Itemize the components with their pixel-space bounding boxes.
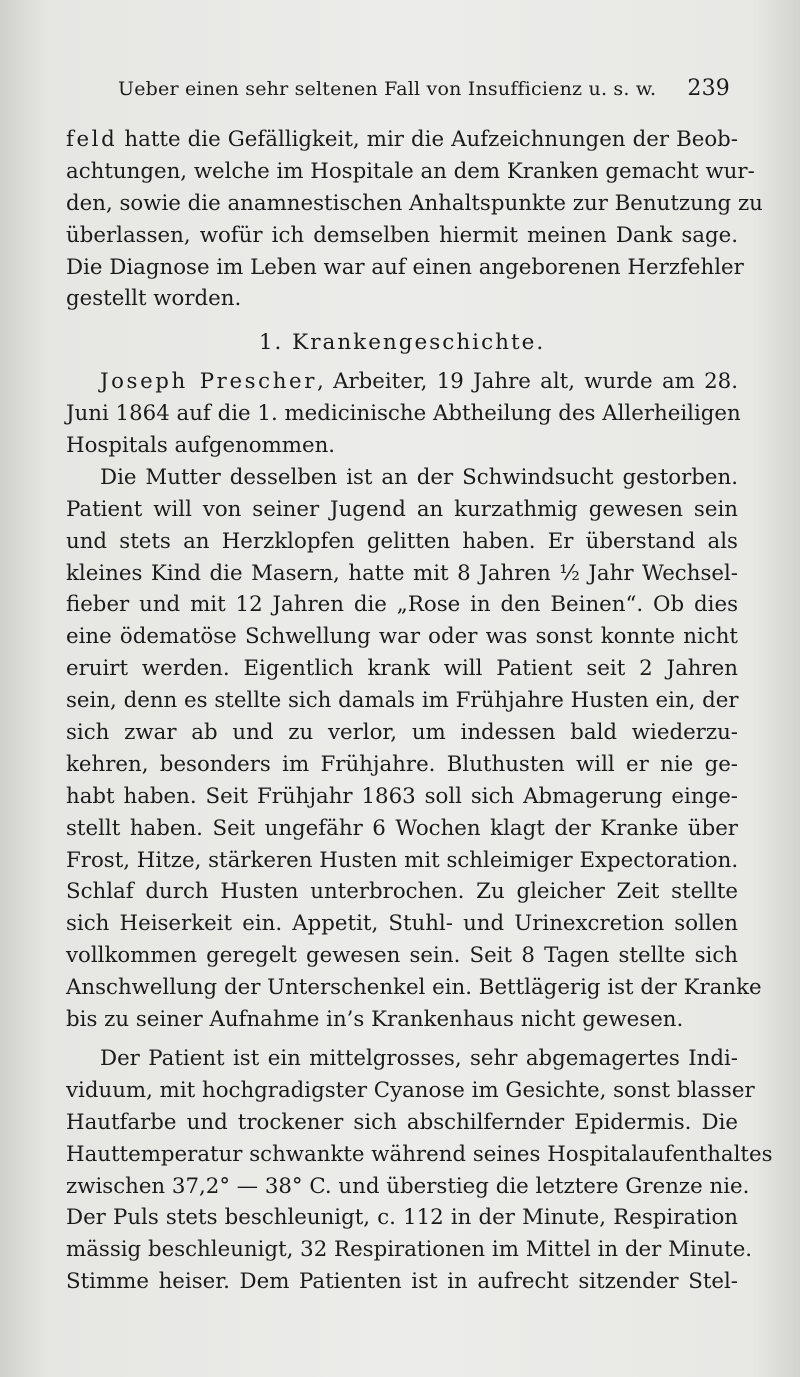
text-line: Frost, Hitze, stärkeren Husten mit schleimiger Expectoration. xyxy=(66,847,739,873)
text-line: gestellt worden. xyxy=(66,286,242,312)
text-line: Stimme heiser. Dem Patienten ist in aufrecht sitzender Stel- xyxy=(66,1269,738,1295)
text-line: sein, denn es stellte sich damals im Frühjahre Husten ein, der xyxy=(66,688,739,714)
body-text xyxy=(66,124,773,1298)
text-line: achtungen, welche im Hospitale an dem Kranken gemacht wur- xyxy=(66,158,755,184)
paragraph-anamnesis xyxy=(66,462,762,1036)
paragraph-continuation xyxy=(66,124,763,315)
text-line: mässig beschleunigt, 32 Respirationen im Mittel in der Minute. xyxy=(66,1237,753,1263)
text-line: Hauttemperatur schwankte während seines Hospitalaufenthaltes xyxy=(66,1141,773,1167)
text-line: Hospitals aufgenommen. xyxy=(66,433,336,459)
text-line: Die Mutter desselben ist an der Schwindsucht gestorben. xyxy=(100,464,738,490)
text-line: Der Puls stets beschleunigt, c. 112 in der Minute, Respiration xyxy=(66,1205,738,1231)
text-line: zwischen 37,2° — 38° C. und überstieg die letztere Grenze nie. xyxy=(66,1173,750,1199)
text-line: kehren, besonders im Frühjahre. Bluthusten will er nie ge- xyxy=(66,751,738,777)
text-line: fieber und mit 12 Jahren die „Rose in den Beinen“. Ob dies xyxy=(66,592,738,618)
text-line: Schlaf durch Husten unterbrochen. Zu gleicher Zeit stellte xyxy=(66,879,738,905)
text-line: kleines Kind die Masern, hatte mit 8 Jahren ½ Jahr Wechsel- xyxy=(66,560,738,586)
text-line: Juni 1864 auf die 1. medicinische Abtheilung des Allerheiligen xyxy=(66,401,741,427)
text-line: Hautfarbe und trockener sich abschilfernder Epidermis. Die xyxy=(66,1109,738,1135)
text-span: hatte die Gefälligkeit, mir die Aufzeichnungen der Beob- xyxy=(117,127,738,152)
text-line: sich Heiserkeit ein. Appetit, Stuhl- und Urinexcretion sollen xyxy=(66,911,738,937)
spaced-name: Joseph Prescher xyxy=(100,369,318,395)
paragraph-gap xyxy=(66,1036,738,1043)
paragraph-patient-intro xyxy=(66,366,741,462)
page-number: 239 xyxy=(687,76,730,101)
running-head xyxy=(118,76,730,101)
running-title: Ueber einen sehr seltenen Fall von Insufficienz u. s. w. xyxy=(118,78,657,100)
text-span: , Arbeiter, 19 Jahre alt, wurde am 28. xyxy=(317,369,738,395)
text-line: Patient will von seiner Jugend an kurzathmig gewesen sein xyxy=(66,496,738,522)
text-line: den, sowie die anamnestischen Anhaltspunkte zur Benutzung zu xyxy=(66,190,763,216)
text-line: eine ödematöse Schwellung war oder was sonst konnte nicht xyxy=(66,624,738,650)
text-line: Anschwellung der Unterschenkel ein. Bettlägerig ist der Kranke xyxy=(66,975,762,1001)
text-line: Der Patient ist ein mittelgrosses, sehr abgemagertes Indi- xyxy=(100,1045,738,1071)
text-line: habt haben. Seit Frühjahr 1863 soll sich Abmagerung einge- xyxy=(66,783,738,809)
text-line: eruirt werden. Eigentlich krank will Patient seit 2 Jahren xyxy=(66,656,738,682)
text-line xyxy=(66,124,738,156)
section-heading: 1. Krankengeschichte. xyxy=(258,330,546,356)
text-line: und stets an Herzklopfen gelitten haben. Er überstand als xyxy=(66,528,738,554)
text-line: überlassen, wofür ich demselben hiermit meinen Dank sage. xyxy=(66,222,738,248)
text-line: Die Diagnose im Leben war auf einen angeborenen Herzfehler xyxy=(66,254,744,280)
text-line xyxy=(66,366,738,398)
text-line: bis zu seiner Aufnahme in’s Krankenhaus nicht gewesen. xyxy=(66,1007,684,1033)
paragraph-status xyxy=(66,1043,773,1298)
text-line: viduum, mit hochgradigster Cyanose im Gesichte, sonst blasser xyxy=(66,1077,755,1103)
text-line: sich zwar ab und zu verlor, um indessen bald wiederzu- xyxy=(66,720,738,746)
spaced-name: feld xyxy=(66,127,118,152)
text-line: stellt haben. Seit ungefähr 6 Wochen klagt der Kranke über xyxy=(66,815,738,841)
text-line: vollkommen geregelt gewesen sein. Seit 8 Tagen stellte sich xyxy=(66,943,738,969)
